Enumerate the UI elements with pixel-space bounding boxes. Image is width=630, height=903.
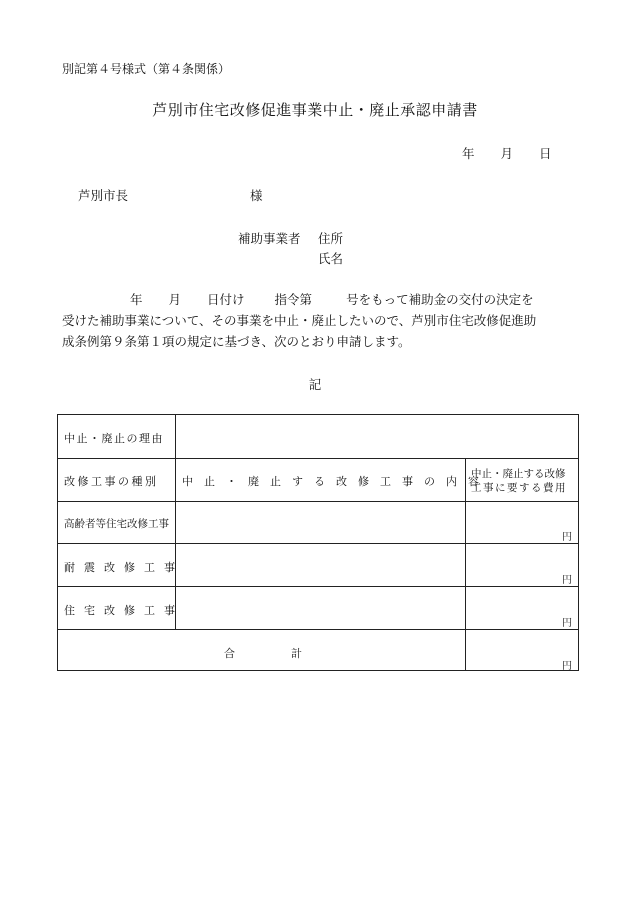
body-line-3: 成条例第９条第１項の規定に基づき、次のとおり申請します。	[62, 334, 411, 349]
date-year: 年	[462, 146, 475, 161]
row-unit-elderly: 円	[562, 532, 572, 543]
body-line1-rest: 号をもって補助金の交付の決定を	[346, 292, 534, 307]
applicant-label: 補助事業者	[238, 231, 301, 246]
row-label-seismic: 耐震改修工事	[64, 561, 184, 574]
body-order-prefix: 指令第	[274, 292, 313, 307]
type-header: 改修工事の種別	[64, 475, 159, 488]
cost-header-line-2: 工事に要する費用	[471, 482, 567, 494]
address-label: 住所	[318, 231, 344, 246]
total-label-2: 計	[291, 647, 302, 660]
date-month: 月	[500, 146, 514, 161]
body-line-2: 受けた補助事業について、その事業を中止・廃止したいので、芦別市住宅改修促進助	[62, 313, 537, 328]
cost-header-line-1: 中止・廃止する改修	[471, 468, 566, 480]
total-unit: 円	[562, 661, 572, 672]
body-line-1	[62, 289, 582, 310]
date-day: 日	[539, 146, 552, 161]
row-label-housing: 住宅改修工事	[64, 604, 184, 617]
body-text	[62, 289, 582, 352]
body-month: 月	[168, 292, 182, 307]
row-label-elderly: 高齢者等住宅改修工事	[64, 518, 169, 530]
request-table	[57, 414, 579, 671]
row-unit-housing: 円	[562, 618, 572, 629]
document-title: 芦別市住宅改修促進事業中止・廃止承認申請書	[152, 101, 478, 119]
body-day: 日付け	[207, 292, 245, 307]
row-unit-seismic: 円	[562, 575, 572, 586]
date-line	[462, 144, 552, 162]
content-header: 中止・廃止する改修工事の内容	[182, 475, 490, 488]
addressee-name: 芦別市長	[78, 188, 129, 203]
body-year: 年	[130, 292, 143, 307]
total-label-1: 合	[224, 647, 235, 660]
ki-label: 記	[308, 377, 322, 392]
addressee-honorific: 様	[250, 188, 263, 203]
form-number: 別記第４号様式（第４条関係）	[62, 62, 231, 76]
reason-label: 中止・廃止の理由	[64, 432, 164, 445]
name-label: 氏名	[318, 251, 344, 266]
